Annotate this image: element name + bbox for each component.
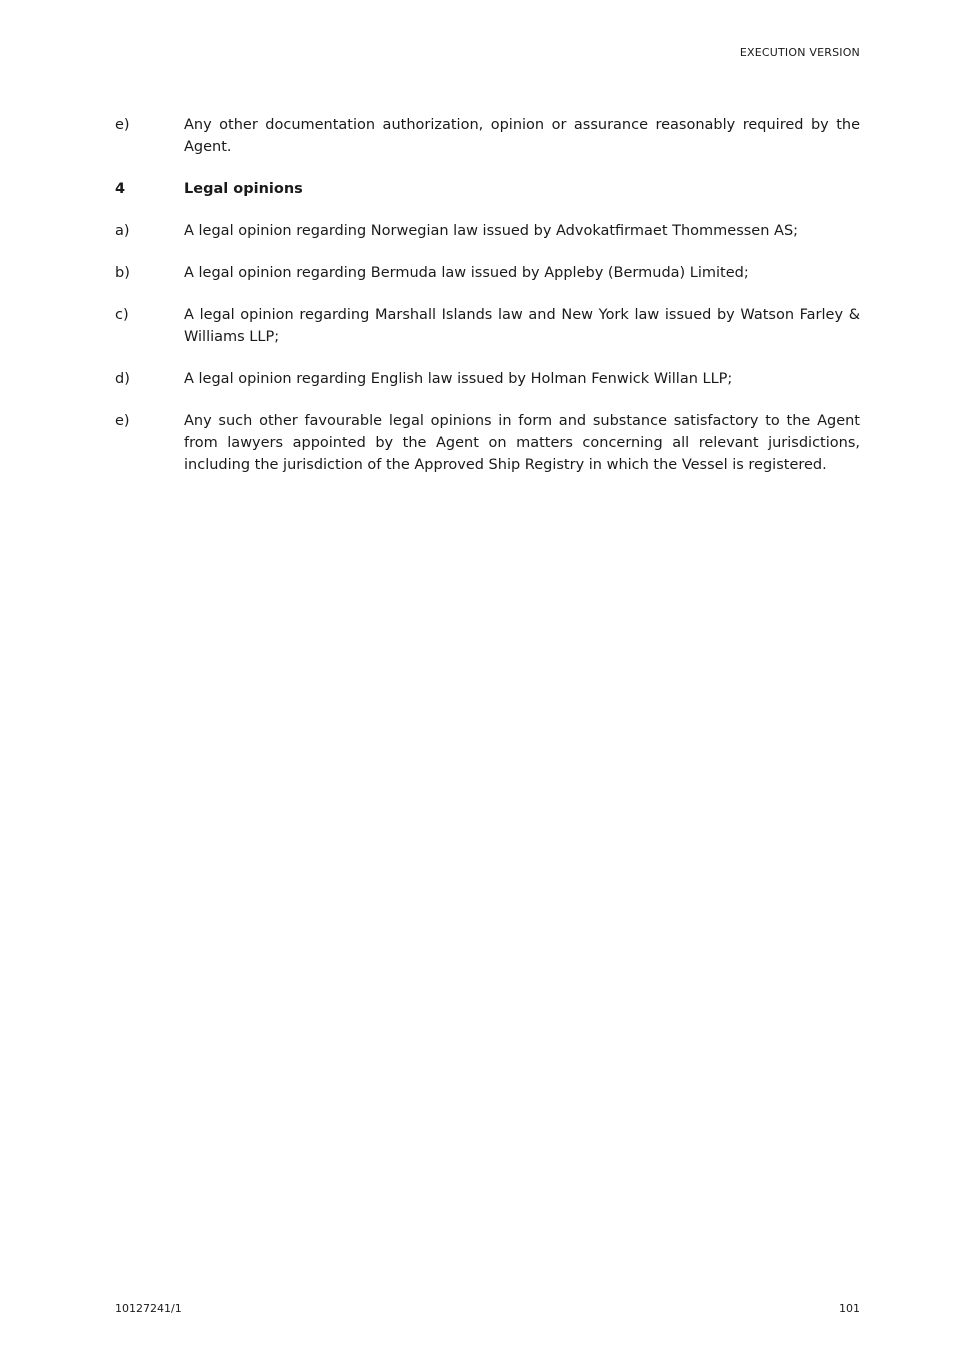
- item-text: A legal opinion regarding Bermuda law issued by Appleby (Bermuda) Limited;: [184, 265, 749, 281]
- item-label: b): [115, 265, 130, 281]
- section-heading: [115, 178, 860, 200]
- list-item: [115, 304, 860, 348]
- list-item: [115, 368, 860, 390]
- item-label: e): [115, 117, 130, 133]
- section-number: 4: [115, 181, 126, 197]
- item-text: Any such other favourable legal opinions in form and substance satisfactory to the Agent from lawyers appointed by the Agent on matters concerning all relevant jurisdictions, including the jurisdiction of the Approved Ship Registry in which the Vessel is registered.: [184, 413, 860, 473]
- list-item: [115, 410, 860, 476]
- item-text: A legal opinion regarding English law issued by Holman Fenwick Willan LLP;: [184, 371, 733, 387]
- item-label: e): [115, 413, 130, 429]
- section-title: Legal opinions: [184, 181, 303, 197]
- list-item: [115, 262, 860, 284]
- item-text: A legal opinion regarding Marshall Islands law and New York law issued by Watson Farley & Williams LLP;: [184, 307, 860, 345]
- list-item: [115, 220, 860, 242]
- execution-version-header: EXECUTION VERSION: [739, 46, 860, 59]
- item-text: Any other documentation authorization, opinion or assurance reasonably required by the Agent.: [184, 117, 860, 155]
- document-body: [115, 114, 860, 496]
- document-reference: 10127241/1: [115, 1302, 182, 1315]
- item-text: A legal opinion regarding Norwegian law issued by Advokatfirmaet Thommessen AS;: [184, 223, 799, 239]
- list-item: [115, 114, 860, 158]
- item-label: a): [115, 223, 130, 239]
- page-number: 101: [839, 1302, 860, 1315]
- item-label: d): [115, 371, 130, 387]
- item-label: c): [115, 307, 129, 323]
